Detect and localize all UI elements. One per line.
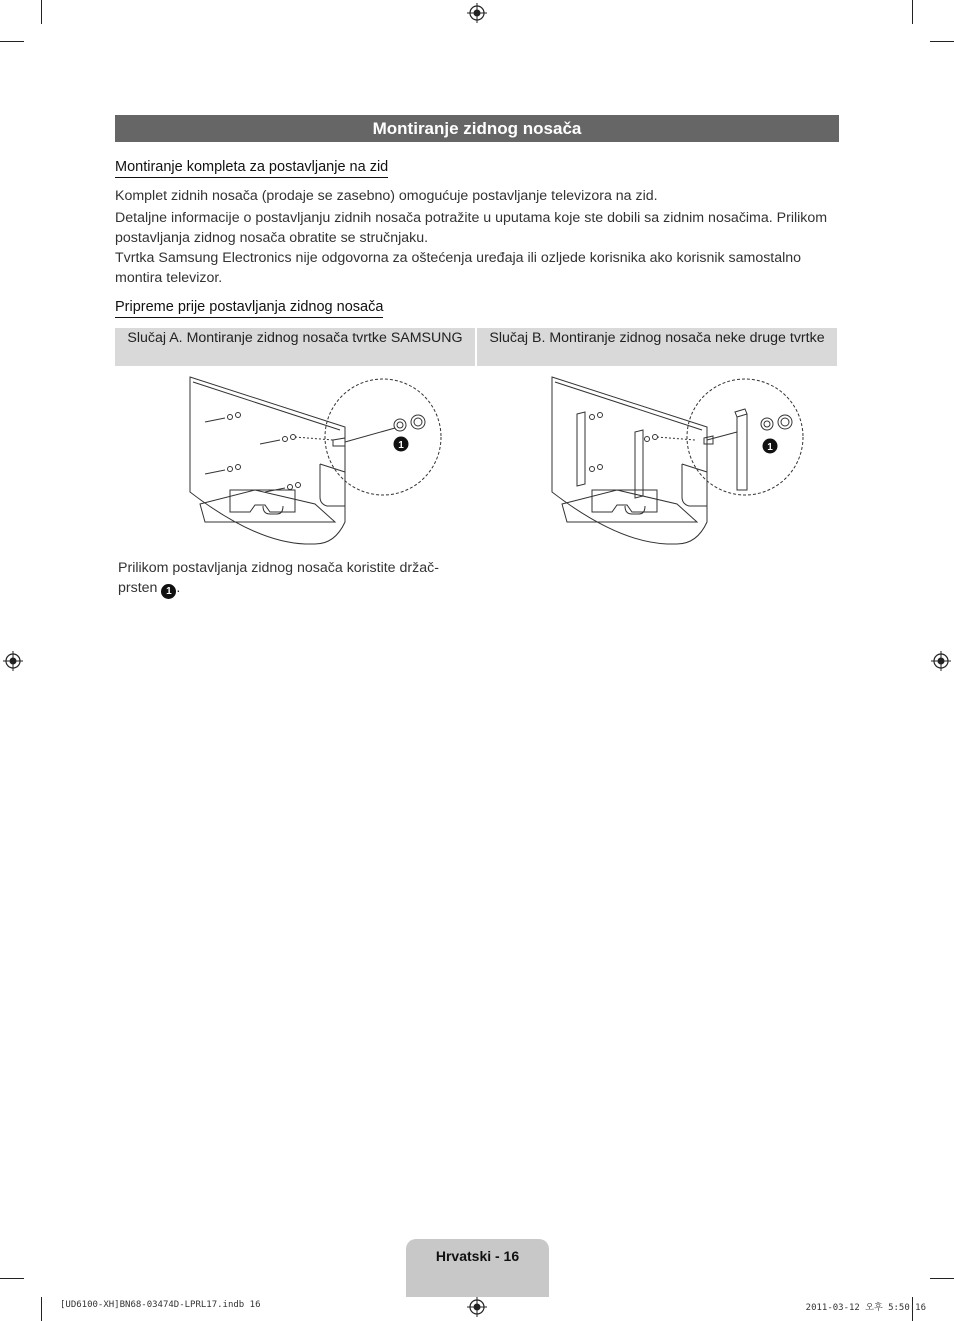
callout-number: 1 [161,584,176,599]
tv-rear-samsung-mount-illustration [185,372,445,552]
crop-mark [0,1278,24,1279]
print-timestamp: 2011-03-12 오후 5:50:16 [805,1303,926,1313]
crop-mark [930,1278,954,1279]
illustration-caption [118,558,458,599]
case-a-header: Slučaj A. Montiranje zidnog nosača tvrtke SAMSUNG [115,328,475,366]
callout-number: 1 [767,442,773,453]
registration-mark-icon [467,1297,487,1317]
crop-mark [0,41,24,42]
page-number-tab: Hrvatski - 16 [406,1239,549,1297]
caption-end: . [176,580,181,596]
print-file-info: [UD6100-XH]BN68-03474D-LPRL17.indb 16 [60,1300,261,1310]
tv-rear-other-mount-illustration [547,372,807,552]
paragraph: Detaljne informacije o postavljanju zidnih nosača potražite u uputama koje ste dobili sa zidnim nosačima. Prilikom postavljanja zidnog nosača obratite se stručnjaku. [115,210,828,246]
crop-mark [930,41,954,42]
page-title: Montiranje zidnog nosača [115,115,839,142]
callout-number: 1 [398,440,404,451]
registration-mark-icon [931,651,951,671]
paragraph: Tvrtka Samsung Electronics nije odgovorna za oštećenja uređaja ili ozljede korisnika ako korisnik samostalno montira televizor. [115,250,802,286]
paragraph: Komplet zidnih nosača (prodaje se zasebno) omogućuje postavljanje televizora na zid. [115,188,658,204]
registration-mark-icon [3,651,23,671]
crop-mark [41,1297,42,1321]
section-heading-preparation: Pripreme prije postavljanja zidnog nosača [115,299,383,318]
section-heading-wall-mount-kit: Montiranje kompleta za postavljanje na zid [115,159,388,178]
case-b-header: Slučaj B. Montiranje zidnog nosača neke druge tvrtke [477,328,837,366]
registration-mark-icon [467,3,487,23]
caption-text: Prilikom postavljanja zidnog nosača koristite držač-prsten [118,560,439,596]
crop-mark [912,0,913,24]
crop-mark [41,0,42,24]
